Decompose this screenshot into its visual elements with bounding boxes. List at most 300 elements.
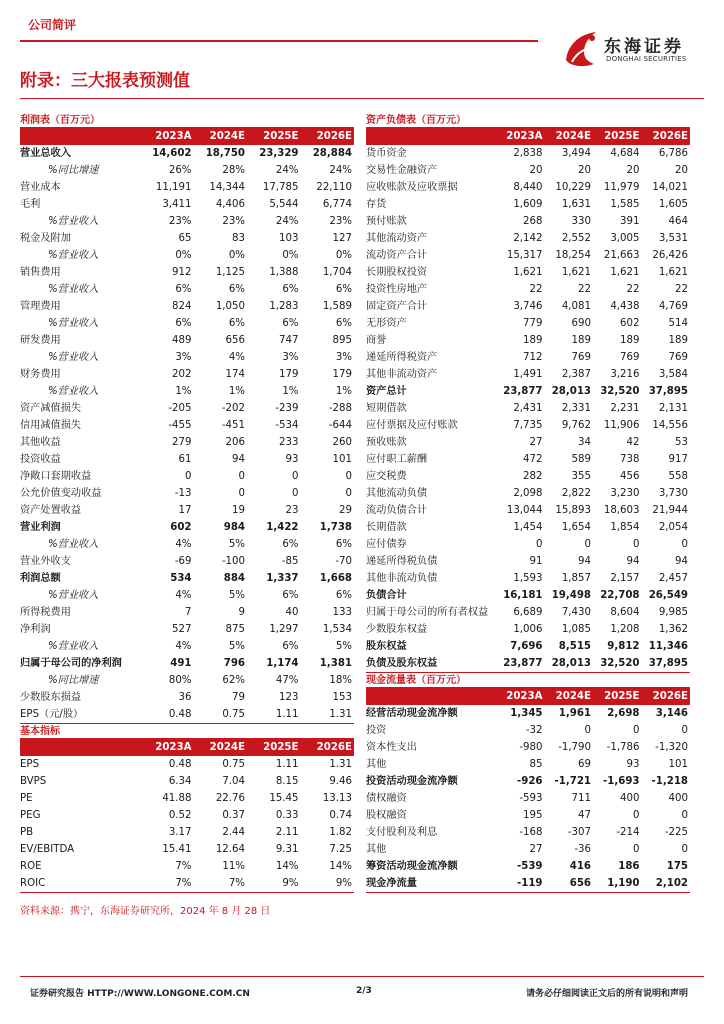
row-label: %营业收入 (48, 539, 99, 550)
row-value: 3,411 (162, 199, 192, 210)
year-header: 2023A (496, 688, 545, 705)
row-value: 6% (175, 318, 192, 329)
row-value: 3,746 (513, 301, 543, 312)
row-label: 其他非流动资产 (366, 369, 438, 380)
table-row (20, 247, 354, 264)
row-value: 23 (285, 505, 299, 516)
row-label: 存货 (366, 199, 387, 210)
year-header: 2025E (247, 739, 301, 756)
row-label: 财务费用 (20, 369, 61, 380)
row-value: 14,344 (209, 182, 245, 193)
row-label: %营业收入 (48, 284, 99, 295)
row-value: 1,621 (561, 267, 591, 278)
row-value: 6% (335, 284, 352, 295)
row-label: 经营活动现金流净额 (366, 708, 458, 719)
row-value: -1,320 (655, 742, 688, 753)
row-label: %营业收入 (48, 386, 99, 397)
row-value: 7,735 (513, 420, 543, 431)
row-value: 2,552 (561, 233, 591, 244)
table-row (366, 824, 690, 841)
row-label: 投资收益 (20, 454, 61, 465)
table-row (366, 162, 690, 179)
row-value: 6% (282, 318, 299, 329)
table-row (20, 841, 354, 858)
row-value: 279 (172, 437, 192, 448)
row-label: 商誉 (366, 335, 387, 346)
row-value: 153 (332, 692, 352, 703)
row-value: 1,961 (558, 708, 591, 719)
row-value: 1,362 (658, 624, 688, 635)
cashflow-header-row (366, 688, 690, 705)
row-value: 85 (529, 759, 543, 770)
row-value: 61 (178, 454, 192, 465)
row-label: 税金及附加 (20, 233, 71, 244)
table-row (20, 553, 354, 570)
row-value: 4% (175, 539, 192, 550)
table-row (20, 230, 354, 247)
metrics-rows (20, 756, 354, 893)
row-value: -455 (168, 420, 192, 431)
row-value: 22 (626, 284, 640, 295)
row-value: -534 (275, 420, 299, 431)
table-row (20, 434, 354, 451)
row-value: 0 (584, 725, 591, 736)
row-value: -926 (517, 776, 543, 787)
row-label: 流动资产合计 (366, 250, 428, 261)
table-row (366, 705, 690, 722)
row-value: 0% (175, 250, 192, 261)
row-value: 3,146 (655, 708, 688, 719)
row-value: 0.75 (194, 706, 248, 724)
row-value: 2,387 (561, 369, 591, 380)
row-label: 应付票据及应付账款 (366, 420, 458, 431)
row-value: 779 (523, 318, 543, 329)
row-value: 2,102 (642, 875, 691, 893)
row-value: 94 (232, 454, 245, 465)
row-value: 884 (223, 573, 245, 584)
balance-title: 资产负债表（百万元） (366, 114, 690, 128)
row-value: 2,157 (610, 573, 640, 584)
table-row (20, 536, 354, 553)
row-value: 6% (282, 284, 299, 295)
table-row (20, 162, 354, 179)
row-value: 6% (282, 641, 299, 652)
row-value: 769 (668, 352, 688, 363)
balance-table (366, 128, 690, 673)
row-value: 27 (529, 844, 543, 855)
row-value: 984 (223, 522, 245, 533)
row-value: 6% (335, 590, 352, 601)
row-value: 0 (633, 539, 640, 550)
row-value: 7.04 (222, 776, 245, 787)
year-header: 2023A (496, 128, 545, 145)
row-value: -32 (525, 725, 543, 736)
row-value: 22,110 (316, 182, 352, 193)
table-row (366, 739, 690, 756)
metrics-title: 基本指标 (20, 725, 354, 739)
table-row (366, 485, 690, 502)
metrics-table (20, 739, 354, 893)
row-label: 长期借款 (366, 522, 407, 533)
row-value: 26,549 (648, 590, 688, 601)
donghai-logo-icon (562, 26, 602, 70)
row-value: 22 (529, 284, 543, 295)
row-value: 2,822 (561, 488, 591, 499)
row-value: 21,663 (603, 250, 640, 261)
row-value: 1,283 (269, 301, 299, 312)
row-label: 营业利润 (20, 522, 61, 533)
row-label: 利润总额 (20, 573, 61, 584)
row-value: 1,190 (593, 875, 642, 893)
row-value: -70 (335, 556, 352, 567)
row-value: 36 (178, 692, 192, 703)
row-label: 信用减值损失 (20, 420, 82, 431)
row-value: 282 (523, 471, 543, 482)
row-label: BVPS (20, 776, 47, 787)
row-value: 34 (578, 437, 591, 448)
row-value: 94 (626, 556, 640, 567)
row-value: 1,621 (610, 267, 640, 278)
table-row (20, 179, 354, 196)
row-value: 796 (223, 658, 245, 669)
table-row (20, 502, 354, 519)
row-value: 2,054 (658, 522, 688, 533)
row-value: 1,621 (513, 267, 543, 278)
row-value: 3,730 (658, 488, 688, 499)
row-value: 8,440 (513, 182, 543, 193)
row-value: 47% (275, 675, 299, 686)
row-value: 175 (666, 861, 688, 872)
table-row (20, 281, 354, 298)
row-value: -119 (496, 875, 545, 893)
row-value: 47 (578, 810, 591, 821)
row-value: 11,906 (603, 420, 640, 431)
row-label: %同比增速 (48, 675, 99, 686)
row-value: 268 (523, 216, 543, 227)
row-value: 558 (668, 471, 688, 482)
table-row (20, 213, 354, 230)
row-value: 400 (620, 793, 640, 804)
year-header: 2023A (140, 739, 194, 756)
row-value: 24% (275, 165, 299, 176)
row-value: 0 (681, 844, 688, 855)
row-value: 1,609 (513, 199, 543, 210)
row-value: 602 (620, 318, 640, 329)
row-value: 179 (279, 369, 299, 380)
row-value: 6.34 (168, 776, 192, 787)
row-label: 应付职工薪酬 (366, 454, 428, 465)
table-row (366, 434, 690, 451)
income-table (20, 128, 354, 724)
row-value: 1.82 (329, 827, 352, 838)
row-label: 归属于母公司的净利润 (20, 658, 122, 669)
row-value: 206 (225, 437, 245, 448)
row-value: 4,769 (658, 301, 688, 312)
row-label: 应收账款及应收票据 (366, 182, 458, 193)
row-value: 9,762 (561, 420, 591, 431)
row-label: 递延所得税负债 (366, 556, 438, 567)
row-label: 股东权益 (366, 641, 407, 652)
row-value: 1,534 (322, 624, 352, 635)
row-value: 14,021 (652, 182, 688, 193)
row-value: 20 (626, 165, 640, 176)
row-label: 债权融资 (366, 793, 407, 804)
table-row (20, 519, 354, 536)
row-value: 6% (282, 590, 299, 601)
row-value: 1,050 (215, 301, 245, 312)
row-value: 0.48 (168, 759, 192, 770)
row-value: 9% (247, 875, 301, 893)
row-value: 1% (175, 386, 192, 397)
row-value: 13.13 (322, 793, 352, 804)
row-value: 1,654 (561, 522, 591, 533)
page-number: 2/3 (356, 986, 372, 996)
row-value: -593 (519, 793, 543, 804)
row-label: 营业成本 (20, 182, 61, 193)
row-value: 4% (228, 352, 245, 363)
row-label: 长期股权投资 (366, 267, 428, 278)
year-header: 2024E (194, 128, 248, 145)
row-value: 9.46 (329, 776, 352, 787)
table-row (366, 264, 690, 281)
row-value: 0 (681, 539, 688, 550)
row-value: 2.44 (222, 827, 245, 838)
row-value: 65 (178, 233, 192, 244)
company-logo (562, 26, 702, 70)
year-header: 2025E (247, 128, 301, 145)
row-value: -1,786 (606, 742, 640, 753)
row-value: 11% (222, 861, 245, 872)
row-label: 预收账款 (366, 437, 407, 448)
row-value: 23% (222, 216, 245, 227)
row-value: 1,388 (269, 267, 299, 278)
table-row (366, 383, 690, 400)
table-row (20, 621, 354, 638)
row-label: 递延所得税资产 (366, 352, 438, 363)
row-label: 其他 (366, 844, 387, 855)
row-label: 营业外收支 (20, 556, 71, 567)
row-value: 0 (238, 471, 245, 482)
table-row (366, 502, 690, 519)
row-value: 11,979 (603, 182, 640, 193)
row-label: 销售费用 (20, 267, 61, 278)
year-header: 2024E (545, 688, 594, 705)
row-value: 189 (523, 335, 543, 346)
row-value: 195 (523, 810, 543, 821)
row-value: 8,604 (610, 607, 640, 618)
row-value: 912 (172, 267, 192, 278)
table-row (20, 773, 354, 790)
row-label: 资产总计 (366, 386, 407, 397)
table-row (366, 722, 690, 739)
year-header: 2026E (301, 128, 355, 145)
row-value: 400 (668, 793, 688, 804)
row-value: 40 (285, 607, 299, 618)
row-label: 毛利 (20, 199, 41, 210)
row-value: 9 (238, 607, 245, 618)
row-value: 18% (329, 675, 352, 686)
row-value: 42 (626, 437, 640, 448)
row-label: %营业收入 (48, 250, 99, 261)
row-value: 7% (140, 875, 194, 893)
table-row (366, 298, 690, 315)
row-value: 15.41 (162, 844, 192, 855)
table-row (20, 807, 354, 824)
row-value: 0% (228, 250, 245, 261)
row-value: 26,426 (652, 250, 688, 261)
year-header: 2024E (194, 739, 248, 756)
row-label: 流动负债合计 (366, 505, 428, 516)
row-label: 管理费用 (20, 301, 61, 312)
row-value: 3,005 (610, 233, 640, 244)
table-row (20, 315, 354, 332)
row-value: 0 (633, 844, 640, 855)
table-row (366, 519, 690, 536)
row-value: -539 (517, 861, 543, 872)
row-value: 32,520 (600, 386, 640, 397)
row-label: 股权融资 (366, 810, 407, 821)
table-row (20, 604, 354, 621)
row-value: 4,081 (561, 301, 591, 312)
row-label: 资产处置收益 (20, 505, 82, 516)
row-label: 其他非流动负债 (366, 573, 438, 584)
row-value: 2.11 (275, 827, 299, 838)
row-label: EPS（元/股） (20, 706, 140, 724)
row-label: 应交税费 (366, 471, 407, 482)
row-label: 其他流动资产 (366, 233, 428, 244)
balance-header-blank (366, 128, 496, 145)
row-value: 1,605 (658, 199, 688, 210)
row-value: 917 (668, 454, 688, 465)
row-label: 研发费用 (20, 335, 61, 346)
row-value: 0.33 (275, 810, 299, 821)
row-value: 0 (633, 725, 640, 736)
row-value: 602 (170, 522, 192, 533)
row-value: 456 (620, 471, 640, 482)
row-value: 3,216 (610, 369, 640, 380)
income-header-row (20, 128, 354, 145)
row-value: 80% (168, 675, 192, 686)
title-divider (20, 98, 704, 99)
row-value: -36 (574, 844, 591, 855)
row-value: 79 (232, 692, 245, 703)
row-value: 23% (329, 216, 352, 227)
income-title: 利润表（百万元） (20, 114, 354, 128)
row-value: 1,125 (215, 267, 245, 278)
row-label: 其他流动负债 (366, 488, 428, 499)
row-value: 1,621 (658, 267, 688, 278)
row-value: 656 (225, 335, 245, 346)
table-row (366, 841, 690, 858)
row-value: 4,406 (215, 199, 245, 210)
row-value: 123 (279, 692, 299, 703)
row-value: 9,812 (607, 641, 640, 652)
row-value: 7,696 (510, 641, 543, 652)
row-value: 179 (332, 369, 352, 380)
row-value: 1,857 (561, 573, 591, 584)
row-value: 1,174 (266, 658, 299, 669)
row-value: -168 (519, 827, 543, 838)
row-value: 53 (675, 437, 688, 448)
row-value: 3,230 (610, 488, 640, 499)
row-value: -1,218 (651, 776, 688, 787)
row-value: 1.11 (275, 759, 299, 770)
row-label: %同比增速 (48, 165, 99, 176)
table-row (366, 451, 690, 468)
row-value: -644 (328, 420, 352, 431)
table-row (20, 383, 354, 400)
row-value: -214 (616, 827, 640, 838)
row-value: 6,689 (513, 607, 543, 618)
row-value: 7.25 (329, 844, 352, 855)
row-value: 1,208 (610, 624, 640, 635)
row-label: 交易性金融资产 (366, 165, 438, 176)
footer-disclaimer: 请务必仔细阅读正文后的所有说明和声明 (525, 989, 688, 999)
row-value: 7% (175, 861, 192, 872)
row-label: 投资性房地产 (366, 284, 428, 295)
row-value: 7% (194, 875, 248, 893)
row-value: 14% (329, 861, 352, 872)
row-label: 负债合计 (366, 590, 407, 601)
year-header: 2024E (545, 128, 594, 145)
table-row (20, 366, 354, 383)
row-value: 1,589 (322, 301, 352, 312)
row-value: 1,381 (319, 658, 352, 669)
row-value: 233 (279, 437, 299, 448)
row-value: -980 (519, 742, 543, 753)
table-row (20, 706, 354, 724)
row-value: 29 (339, 505, 352, 516)
table-row (366, 570, 690, 587)
row-value: 1% (228, 386, 245, 397)
row-value: 26% (168, 165, 192, 176)
row-value: 17 (178, 505, 192, 516)
row-value: 6% (228, 318, 245, 329)
footer-website[interactable]: 证券研究报告 HTTP://WWW.LONGONE.COM.CN (30, 989, 250, 999)
year-header: 2023A (140, 128, 194, 145)
row-value: -13 (174, 488, 192, 499)
row-label: %营业收入 (48, 216, 99, 227)
row-value: 5% (335, 641, 352, 652)
table-row (20, 417, 354, 434)
row-label: 货币资金 (366, 148, 407, 159)
row-value: 656 (545, 875, 594, 893)
row-value: 514 (668, 318, 688, 329)
table-row (20, 655, 354, 672)
logo-name-cn: 东海证券 (604, 37, 684, 57)
table-row (366, 230, 690, 247)
year-header: 2026E (642, 688, 691, 705)
row-value: 2,098 (513, 488, 543, 499)
row-value: 28,013 (551, 386, 591, 397)
table-row (20, 638, 354, 655)
table-row (20, 587, 354, 604)
row-value: 3.17 (168, 827, 192, 838)
row-value: 9.31 (275, 844, 299, 855)
row-label: %营业收入 (48, 318, 99, 329)
row-value: 0 (633, 810, 640, 821)
row-label: ROIC (20, 875, 140, 893)
row-value: -100 (221, 556, 245, 567)
row-value: 3% (282, 352, 299, 363)
row-value: 0 (681, 725, 688, 736)
row-value: 5% (228, 590, 245, 601)
row-value: 0 (345, 488, 352, 499)
row-value: 1,337 (266, 573, 299, 584)
row-value: 14,602 (152, 148, 192, 159)
row-value: 1,593 (513, 573, 543, 584)
row-value: 2,431 (513, 403, 543, 414)
